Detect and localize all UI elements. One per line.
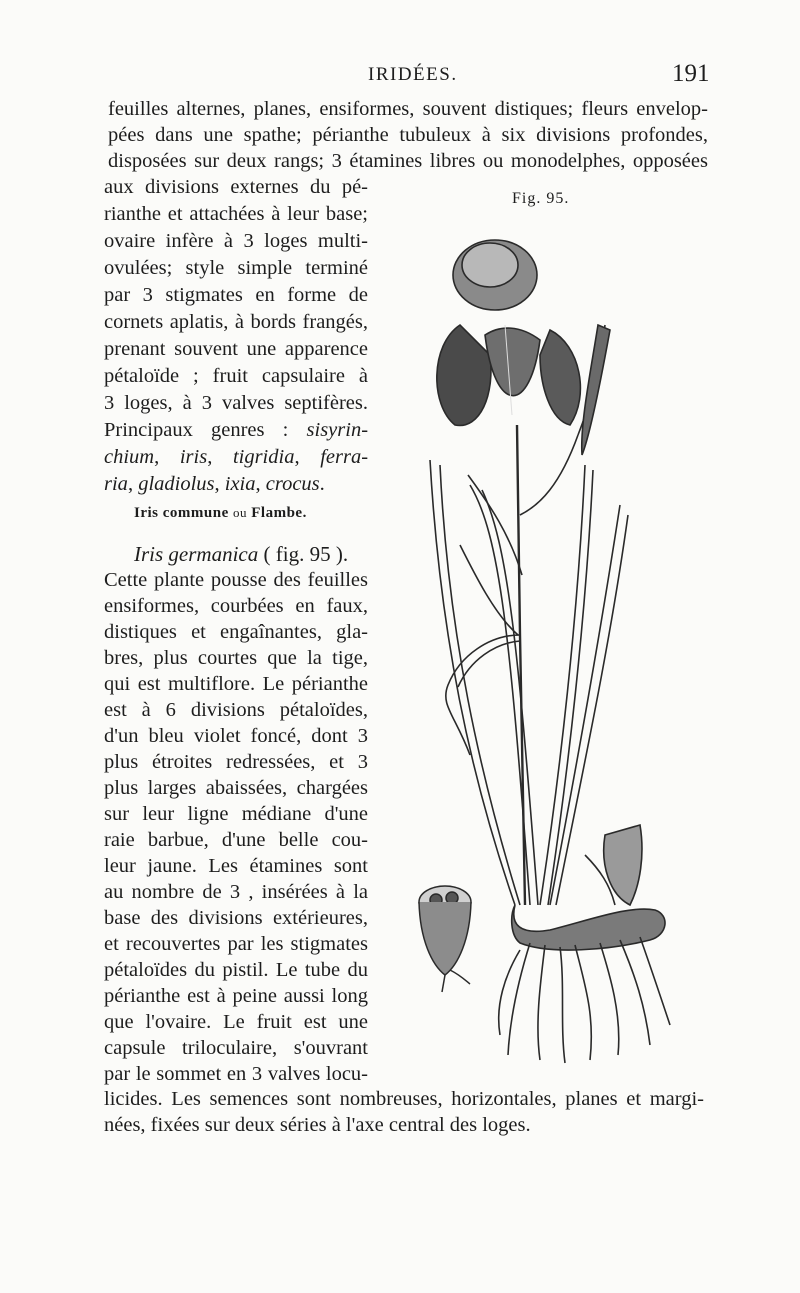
genus-name: ria — [104, 473, 128, 495]
genus-name: ferra- — [320, 446, 369, 468]
figure-label: Fig. 95. — [512, 190, 570, 207]
body-line: base des divisions extérieures, — [104, 907, 368, 929]
genus-name: sisyrin- — [306, 419, 369, 441]
genus-name: crocus — [265, 473, 320, 495]
body-line: sur leur ligne médiane d'une — [104, 803, 368, 825]
body-line: que l'ovaire. Le fruit est une — [104, 1011, 368, 1033]
body-text: Principaux genres : — [104, 419, 289, 441]
genus-name: iris — [179, 446, 208, 468]
body-line: feuilles alternes, planes, ensiformes, souvent distiques; fleurs envelop- — [108, 98, 708, 120]
body-line: Cette plante pousse des feuilles — [104, 569, 368, 591]
body-line: par 3 stigmates en forme de — [104, 284, 368, 306]
capsule-illustration — [410, 880, 480, 1000]
body-line: raie barbue, d'une belle cou- — [104, 829, 368, 851]
body-line: disposées sur deux rangs; 3 étamines libres ou monodelphes, opposées — [108, 150, 708, 172]
genera-line: chium, iris, tigridia, ferra- — [104, 446, 369, 468]
body-line: bres, plus courtes que la tige, — [104, 647, 368, 669]
body-line: prenant souvent une apparence — [104, 338, 368, 360]
body-line: plus étroites redressées, et 3 — [104, 751, 368, 773]
genus-name: gladiolus — [138, 473, 215, 495]
body-line: pétaloïdes du pistil. Le tube du — [104, 959, 368, 981]
body-line: ovulées; style simple terminé — [104, 257, 368, 279]
body-line: par le sommet en 3 valves locu- — [104, 1063, 368, 1085]
species-name: Iris germanica — [134, 542, 259, 566]
section-heading: Iris commune ou Flambe. — [134, 505, 307, 521]
body-line: ensiformes, courbées en faux, — [104, 595, 368, 617]
body-line: pétaloïde ; fruit capsulaire à — [104, 365, 368, 387]
body-line: leur jaune. Les étamines sont — [104, 855, 368, 877]
running-head: IRIDÉES. — [368, 64, 458, 85]
body-line: capsule triloculaire, s'ouvrant — [104, 1037, 368, 1059]
page-number: 191 — [672, 60, 710, 87]
genus-name: chium — [104, 446, 155, 468]
body-line: nées, fixées sur deux séries à l'axe central des loges. — [104, 1114, 531, 1136]
body-line: aux divisions externes du pé- — [104, 176, 368, 198]
body-line: licides. Les semences sont nombreuses, horizontales, planes et margi- — [104, 1088, 704, 1110]
body-line: ovaire infère à 3 loges multi- — [104, 230, 368, 252]
figure-reference: ( fig. 95 ). — [263, 542, 349, 566]
body-line: plus larges abaissées, chargées — [104, 777, 368, 799]
genus-name: tigridia — [232, 446, 295, 468]
body-line: d'un bleu violet foncé, dont 3 — [104, 725, 368, 747]
body-line: cornets aplatis, à bords frangés, — [104, 311, 368, 333]
genera-line: ria, gladiolus, ixia, crocus. — [104, 473, 325, 495]
species-line — [134, 541, 348, 567]
genus-name: ixia — [224, 473, 256, 495]
body-line: est à 6 divisions pétaloïdes, — [104, 699, 368, 721]
body-line: périanthe est à peine aussi long — [104, 985, 368, 1007]
body-line: distiques et engaînantes, gla- — [104, 621, 368, 643]
body-line: au nombre de 3 , insérées à la — [104, 881, 368, 903]
body-line: et recouvertes par les stigmates — [104, 933, 368, 955]
body-line: qui est multiflore. Le périanthe — [104, 673, 368, 695]
body-line: rianthe et attachées à leur base; — [104, 203, 368, 225]
body-line: 3 loges, à 3 valves septifères. — [104, 392, 368, 414]
body-line: pées dans une spathe; périanthe tubuleux à six divisions profondes, — [108, 124, 708, 146]
genera-line — [104, 417, 368, 443]
